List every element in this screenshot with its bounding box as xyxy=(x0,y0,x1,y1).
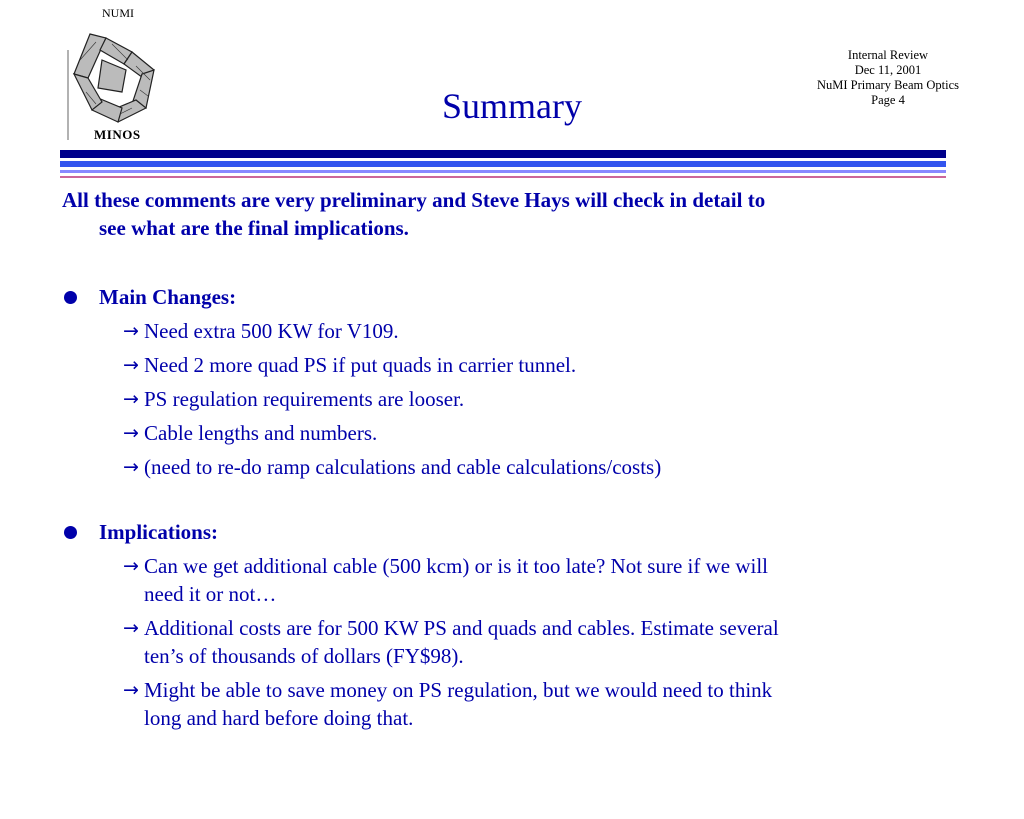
list-item xyxy=(62,614,942,670)
right-arrow-icon: → xyxy=(123,555,139,577)
item-text: Need 2 more quad PS if put quads in carrier tunnel. xyxy=(144,353,577,377)
bullet-icon xyxy=(64,526,77,539)
header-divider xyxy=(60,150,946,178)
item-text-continued: long and hard before doing that. xyxy=(144,706,414,730)
list-item xyxy=(62,676,942,732)
item-text: PS regulation requirements are looser. xyxy=(144,387,465,411)
item-text-continued: need it or not… xyxy=(144,582,277,606)
section-implications xyxy=(62,518,942,732)
review-line: NuMI Primary Beam Optics xyxy=(817,78,959,92)
divider-bar-pink xyxy=(60,176,946,178)
review-info xyxy=(790,48,986,108)
item-text: Might be able to save money on PS regulation, but we would need to think xyxy=(144,678,773,702)
section-heading xyxy=(62,283,942,311)
page-title: Summary xyxy=(442,86,582,126)
right-arrow-icon: → xyxy=(123,679,139,701)
intro-paragraph xyxy=(62,186,942,242)
bullet-icon xyxy=(64,291,77,304)
right-arrow-icon: → xyxy=(123,456,139,478)
list-item xyxy=(62,385,942,413)
section-main-changes xyxy=(62,283,942,481)
right-arrow-icon: → xyxy=(123,422,139,444)
item-text: (need to re-do ramp calculations and cable calculations/costs) xyxy=(144,455,662,479)
intro-line: see what are the final implications. xyxy=(99,216,409,240)
right-arrow-icon: → xyxy=(123,320,139,342)
review-line: Internal Review xyxy=(847,48,929,62)
item-text: Cable lengths and numbers. xyxy=(144,421,378,445)
right-arrow-icon: → xyxy=(123,354,139,376)
list-item xyxy=(62,419,942,447)
list-item xyxy=(62,317,942,345)
item-text: Need extra 500 KW for V109. xyxy=(144,319,399,343)
item-text: Additional costs are for 500 KW PS and quads and cables. Estimate several xyxy=(144,616,779,640)
logo-text: MINOS xyxy=(94,127,141,142)
org-label: NUMI xyxy=(102,6,134,20)
heading-text: Implications: xyxy=(99,520,219,544)
review-line: Dec 11, 2001 xyxy=(854,63,922,77)
section-heading xyxy=(62,518,942,546)
intro-line: All these comments are very preliminary and Steve Hays will check in detail to xyxy=(62,188,766,212)
item-text-continued: ten’s of thousands of dollars (FY$98). xyxy=(144,644,464,668)
right-arrow-icon: → xyxy=(123,617,139,639)
list-item xyxy=(62,453,942,481)
heading-text: Main Changes: xyxy=(99,285,237,309)
list-item xyxy=(62,552,942,608)
item-text: Can we get additional cable (500 kcm) or is it too late? Not sure if we will xyxy=(144,554,768,578)
review-line: Page 4 xyxy=(871,93,905,107)
divider-bar-navy xyxy=(60,150,946,158)
right-arrow-icon: → xyxy=(123,388,139,410)
list-item xyxy=(62,351,942,379)
